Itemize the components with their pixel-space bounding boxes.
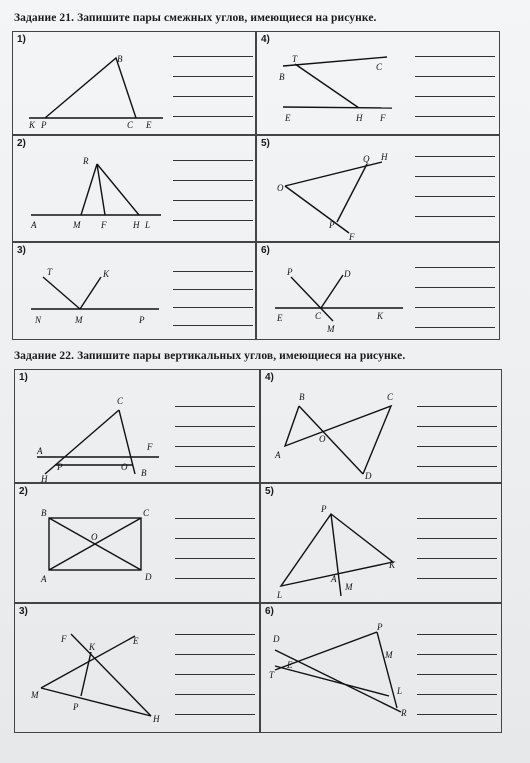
cell-number: 5) [261,138,270,149]
label-E: E [133,636,139,646]
label-B: B [279,72,285,82]
line-FH [71,634,151,716]
line-EF [283,107,392,108]
answer-line[interactable] [175,674,255,675]
label-P: P [287,267,293,277]
cell-number: 2) [17,138,26,149]
figure-adjacent-6 [257,243,417,341]
figure-adjacent-5 [257,136,417,243]
answer-line[interactable] [415,267,495,268]
answer-line[interactable] [415,96,495,97]
answer-line[interactable] [175,558,255,559]
label-Q: Q [363,154,370,164]
answer-line[interactable] [417,694,497,695]
task22-cell-5 [260,483,502,603]
answer-line[interactable] [175,714,255,715]
answer-line[interactable] [417,578,497,579]
answer-line[interactable] [417,538,497,539]
label-C: C [143,508,150,518]
label-D: D [145,572,152,582]
figure-vertical-5 [261,484,421,604]
task22-cell-1 [14,369,260,483]
cell-number: 1) [17,34,26,45]
label-P: P [57,462,63,472]
task22-cell-4 [260,369,502,483]
task21-cell-4 [256,31,500,135]
cell-number: 4) [265,372,274,383]
answer-line[interactable] [173,56,253,57]
answer-line[interactable] [415,76,495,77]
label-T: T [292,54,298,64]
task21-cell-3 [12,242,256,340]
label-E: E [287,660,293,670]
answer-line[interactable] [415,287,495,288]
label-O: O [277,183,284,193]
task22-cell-2 [14,483,260,603]
label-D: D [365,471,372,481]
answer-line[interactable] [417,518,497,519]
answer-line[interactable] [173,200,253,201]
answer-line[interactable] [417,654,497,655]
answer-line[interactable] [173,180,253,181]
label-H: H [356,113,363,123]
label-P: P [321,504,327,514]
answer-line[interactable] [173,289,253,290]
task21-cell-1 [12,31,256,135]
label-C: C [376,62,383,72]
answer-line[interactable] [417,426,497,427]
figure-adjacent-2 [13,136,173,243]
answer-line[interactable] [415,307,495,308]
label-F: F [349,232,355,242]
ray-MK [80,277,101,309]
label-B: B [41,508,47,518]
figure-vertical-4 [261,370,421,484]
answer-line[interactable] [417,446,497,447]
label-A: A [31,220,37,230]
answer-line[interactable] [173,116,253,117]
answer-line[interactable] [175,538,255,539]
answer-line[interactable] [173,220,253,221]
label-F: F [147,442,153,452]
label-P: P [73,702,79,712]
answer-line[interactable] [175,654,255,655]
label-F: F [380,113,386,123]
label-A: A [37,446,43,456]
label-L: L [397,686,403,696]
label-P: P [377,622,383,632]
answer-line[interactable] [415,216,495,217]
label-K: K [89,642,96,652]
cell-number: 2) [19,486,28,497]
label-O: O [319,434,326,444]
label-K: K [103,269,110,279]
label-T: T [269,670,275,680]
figure-adjacent-3 [13,243,173,341]
label-M: M [345,582,353,592]
answer-line[interactable] [173,307,253,308]
task21-cell-5 [256,135,500,242]
answer-line[interactable] [173,76,253,77]
cell-number: 4) [261,34,270,45]
answer-line[interactable] [417,466,497,467]
label-K: K [389,560,396,570]
label-K: K [377,311,384,321]
label-M: M [31,690,39,700]
line-OF [285,186,349,233]
line-MH [41,688,151,716]
line-TL [275,666,389,696]
segment-PR [377,632,397,708]
label-H: H [381,152,388,162]
label-L: L [145,220,151,230]
cell-number: 1) [19,372,28,383]
task22-cell-6 [260,603,502,733]
label-E: E [277,313,283,323]
cell-number: 3) [19,606,28,617]
label-D: D [344,269,351,279]
label-A: A [41,574,47,584]
line-TC [283,57,387,66]
task21-cell-6 [256,242,500,340]
line-ME [41,636,135,688]
label-P: P [329,220,335,230]
segment-BD [299,406,363,474]
ray-MT [43,277,80,309]
label-B: B [299,392,305,402]
label-P: P [41,120,47,130]
cell-number: 3) [17,245,26,256]
label-M: M [327,324,335,334]
label-E: E [146,120,152,130]
answer-line[interactable] [173,271,253,272]
label-F: F [101,220,107,230]
label-N: N [35,315,42,325]
label-B: B [141,468,147,478]
segment-RM [81,164,97,215]
label-O: O [121,462,128,472]
answer-line[interactable] [415,156,495,157]
label-O: O [91,532,98,542]
task-21-title: Задание 21. Запишите пары смежных углов, имеющиеся на рисунке. [14,12,377,24]
label-B: B [117,54,123,64]
label-K: K [29,120,36,130]
label-F: F [61,634,67,644]
answer-line[interactable] [173,96,253,97]
label-C: C [117,396,124,406]
cell-number: 6) [265,606,274,617]
answer-line[interactable] [175,518,255,519]
label-R: R [83,156,89,166]
line-DR [275,650,401,712]
answer-line[interactable] [175,466,255,467]
answer-line[interactable] [415,176,495,177]
polyline-B-D [285,406,391,474]
label-D: D [273,634,280,644]
figure-adjacent-1 [13,32,173,136]
label-M: M [75,315,83,325]
answer-line[interactable] [175,694,255,695]
label-L: L [277,590,283,600]
label-H: H [133,220,140,230]
answer-line[interactable] [415,56,495,57]
triangle-PKL [281,514,393,586]
answer-line[interactable] [415,327,495,328]
label-M: M [385,650,393,660]
answer-line[interactable] [417,714,497,715]
label-H: H [153,714,160,724]
answer-line[interactable] [173,325,253,326]
label-C: C [387,392,394,402]
label-E: E [285,113,291,123]
figure-vertical-1 [15,370,175,484]
task-22-title: Задание 22. Запишите пары вертикальных углов, имеющиеся на рисунке. [14,350,406,362]
line-OH [285,162,382,186]
answer-line[interactable] [417,558,497,559]
label-P: P [139,315,145,325]
figure-adjacent-4 [257,32,417,136]
label-C: C [315,311,322,321]
label-T: T [47,267,53,277]
answer-line[interactable] [417,674,497,675]
label-A: A [331,574,337,584]
triangle-sides [45,58,136,118]
line-TH [295,64,359,108]
answer-line[interactable] [417,406,497,407]
answer-line[interactable] [175,406,255,407]
label-C: C [127,120,134,130]
answer-line[interactable] [175,426,255,427]
figure-vertical-6 [261,604,421,734]
cell-number: 6) [261,245,270,256]
segment-KP [81,652,91,696]
answer-line[interactable] [173,160,253,161]
answer-line[interactable] [415,196,495,197]
label-M: M [73,220,81,230]
label-H: H [41,474,48,484]
cell-number: 5) [265,486,274,497]
task22-cell-3 [14,603,260,733]
answer-line[interactable] [175,446,255,447]
figure-vertical-3 [15,604,175,734]
ray-CD [321,275,343,308]
answer-line[interactable] [175,578,255,579]
label-R: R [401,708,407,718]
answer-line[interactable] [415,116,495,117]
figure-vertical-2 [15,484,175,604]
answer-line[interactable] [175,634,255,635]
answer-line[interactable] [417,634,497,635]
label-A: A [275,450,281,460]
task21-cell-2 [12,135,256,242]
